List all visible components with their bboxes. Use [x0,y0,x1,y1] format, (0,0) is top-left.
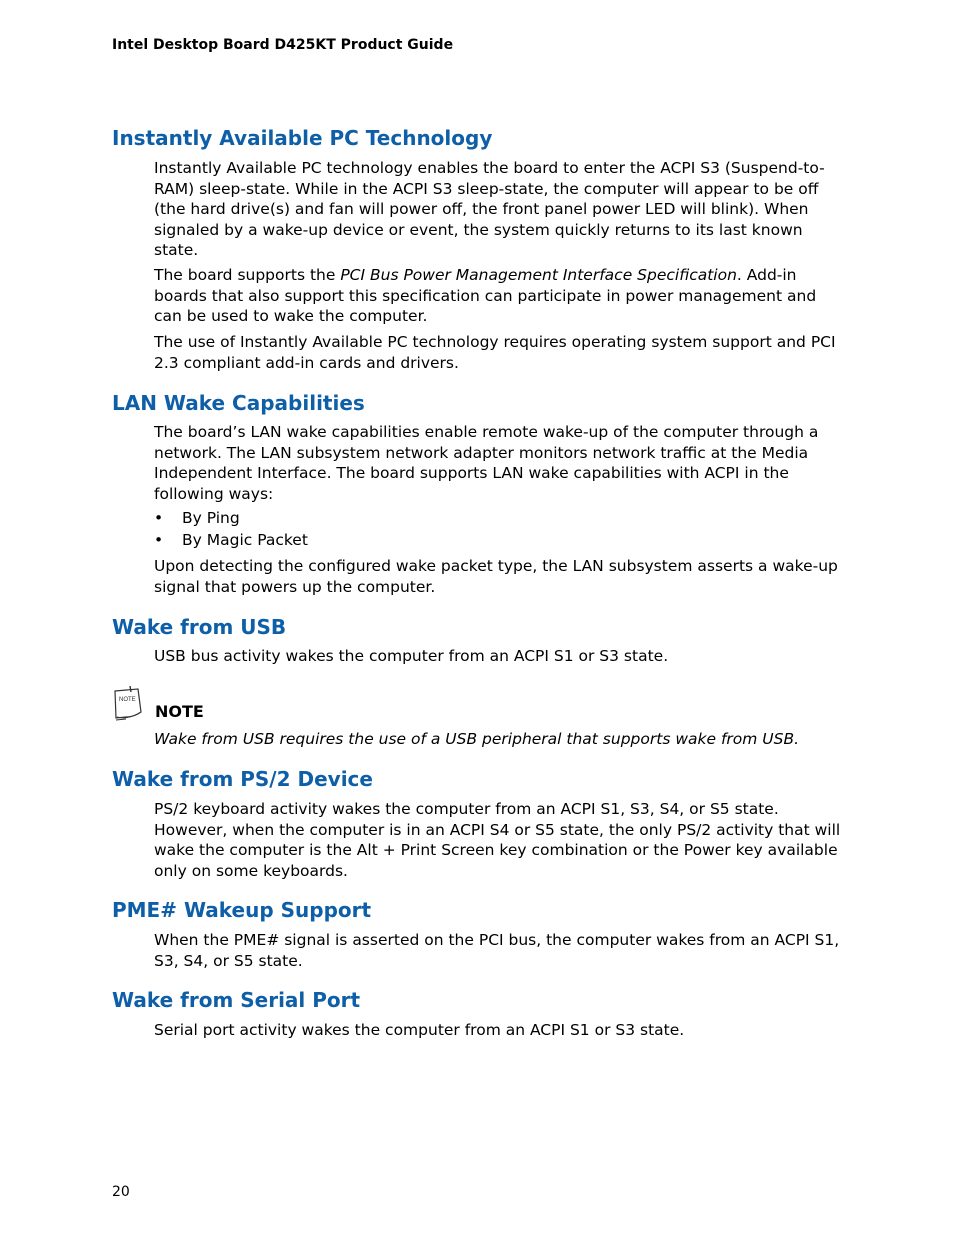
paragraph [154,265,844,327]
note-label: NOTE [155,702,204,721]
paragraph: Instantly Available PC technology enables the board to enter the ACPI S3 (Suspend-to-RAM) sleep-state. While in the ACPI S3 sleep-state, the computer will appear to be off (the hard drive(s) and fan will power off, the front panel power LED will blink). When signaled by a wake-up device or event, the system quickly returns to its last known state. [154,159,825,259]
note-icon [112,686,144,722]
paragraph-text: The board supports the [154,266,341,284]
paragraph: Upon detecting the configured wake packet type, the LAN subsystem asserts a wake-up signal that powers up the computer. [154,557,838,596]
bullet-icon: • [154,509,164,527]
section-heading-wake-usb: Wake from USB [112,615,287,639]
list-item-text: By Ping [182,509,240,527]
paragraph: The use of Instantly Available PC technology requires operating system support and PCI 2.3 compliant add-in cards and drivers. [154,333,836,372]
section-heading-wake-serial: Wake from Serial Port [112,988,361,1012]
paragraph: The board’s LAN wake capabilities enable remote wake-up of the computer through a network. The LAN subsystem network adapter monitors network traffic at the Media Independent Interface. The board supports LAN wake capabilities with ACPI in the following ways: [154,423,819,503]
paragraph: PS/2 keyboard activity wakes the computer from an ACPI S1, S3, S4, or S5 state. However, when the computer is in an ACPI S4 or S5 state, the only PS/2 activity that will wake the computer is the Alt + Print Screen key combination or the Power key available only on some keyboards. [154,800,841,880]
paragraph: When the PME# signal is asserted on the PCI bus, the computer wakes from an ACPI S1, S3, S4, or S5 state. [154,931,840,970]
note-icon-label: NOTE [119,697,136,703]
section-heading-instantly-available: Instantly Available PC Technology [112,126,493,150]
paragraph: Serial port activity wakes the computer from an ACPI S1 or S3 state. [154,1021,685,1039]
page-number: 20 [112,1184,130,1200]
paragraph: USB bus activity wakes the computer from an ACPI S1 or S3 state. [154,647,669,665]
bullet-icon: • [154,531,164,549]
section-heading-wake-ps2: Wake from PS/2 Device [112,767,373,791]
running-header: Intel Desktop Board D425KT Product Guide [112,37,454,53]
section-heading-lan-wake: LAN Wake Capabilities [112,391,365,415]
list-item-text: By Magic Packet [182,531,308,549]
note-text: Wake from USB requires the use of a USB peripheral that supports wake from USB. [154,730,800,748]
section-heading-pme-wakeup: PME# Wakeup Support [112,898,372,922]
spec-title: PCI Bus Power Management Interface Specification [340,266,737,284]
paragraph-text: . Add-in boards that also support this specification can participate in power management and can be used to wake the computer. [154,266,817,325]
